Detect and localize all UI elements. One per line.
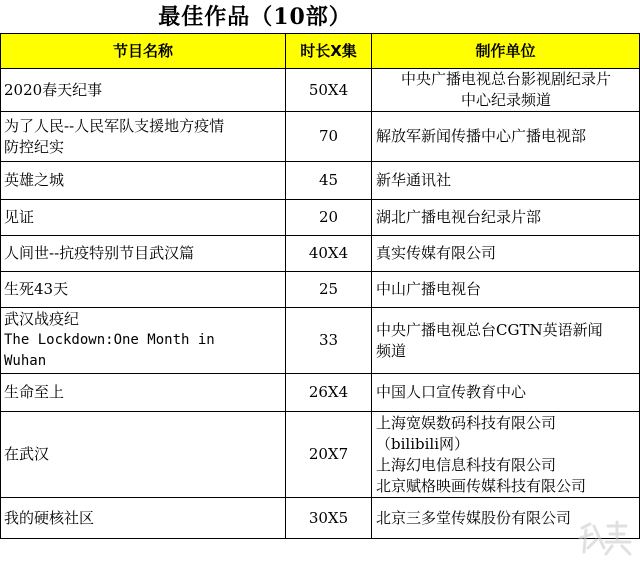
duration-cell: 20X7: [286, 412, 372, 498]
producer-cell: [372, 374, 640, 412]
producer-line: 频道: [376, 341, 407, 360]
producer-line: 真实传媒有限公司: [376, 244, 497, 262]
producer-line: 中央广播电视总台CGTN英语新闻: [376, 320, 603, 339]
program-name-line: 我的硬核社区: [4, 508, 95, 527]
header-program-name: 节目名称: [1, 34, 286, 69]
program-name-line: The Lockdown:One Month in: [4, 332, 215, 348]
table-header-row: [1, 34, 640, 69]
producer-line: 中央广播电视总台影视剧纪录片: [400, 70, 611, 88]
program-name-line: 人间世--抗疫特别节目武汉篇: [4, 244, 195, 262]
producer-line: 中山广播电视台: [376, 280, 482, 298]
program-name-line: 英雄之城: [4, 171, 65, 189]
table-row: [1, 69, 640, 112]
producer-line: （bilibili网）: [376, 434, 469, 453]
producer-cell: [372, 112, 640, 162]
duration-cell: 25: [286, 272, 372, 308]
program-name-line: Wuhan: [4, 353, 47, 369]
table-row: [1, 200, 640, 236]
duration-cell: 33: [286, 308, 372, 374]
table-row: [1, 162, 640, 200]
program-name-line: 防控纪实: [4, 137, 65, 156]
producer-line: 中心纪录频道: [460, 91, 551, 109]
program-name-cell: [1, 162, 286, 200]
producer-line: 北京赋格映画传媒科技有限公司: [376, 476, 587, 495]
program-name-cell: [1, 412, 286, 498]
program-name-cell: [1, 308, 286, 374]
program-name-cell: [1, 236, 286, 272]
program-name-line: 武汉战疫纪: [4, 310, 80, 328]
producer-line: 上海幻电信息科技有限公司: [376, 455, 557, 474]
table-row: [1, 112, 640, 162]
producer-cell: [372, 308, 640, 374]
program-name-line: 生命至上: [4, 383, 65, 401]
program-name-line: 生死43天: [4, 280, 69, 298]
producer-cell: [372, 236, 640, 272]
producer-line: 新华通讯社: [376, 171, 452, 189]
duration-cell: 50X4: [286, 69, 372, 112]
producer-cell: [372, 69, 640, 112]
table-row: [1, 272, 640, 308]
producer-cell: [372, 498, 640, 539]
duration-cell: 30X5: [286, 498, 372, 539]
table-row: [1, 374, 640, 412]
duration-cell: 70: [286, 112, 372, 162]
program-name-line: 为了人民--人民军队支援地方疫情: [4, 116, 225, 135]
program-name-line: 在武汉: [4, 445, 50, 463]
table-row: [1, 308, 640, 374]
producer-cell: [372, 412, 640, 498]
program-name-cell: [1, 112, 286, 162]
duration-cell: 40X4: [286, 236, 372, 272]
producer-cell: [372, 272, 640, 308]
program-name-cell: [1, 69, 286, 112]
producer-line: 解放军新闻传播中心广播电视部: [376, 127, 587, 145]
producer-line: 湖北广播电视台纪录片部: [376, 208, 542, 226]
program-name-line: 见证: [4, 208, 35, 226]
page-title: 最佳作品（10部）: [158, 4, 352, 30]
table-row: [1, 498, 640, 539]
table-row: [1, 236, 640, 272]
table-row: [1, 412, 640, 498]
duration-cell: 26X4: [286, 374, 372, 412]
producer-line: 中国人口宣传教育中心: [376, 383, 527, 401]
program-name-cell: [1, 374, 286, 412]
program-name-cell: [1, 272, 286, 308]
producer-line: 北京三多堂传媒股份有限公司: [376, 508, 572, 527]
works-table: [0, 33, 640, 539]
producer-cell: [372, 200, 640, 236]
producer-cell: [372, 162, 640, 200]
header-producer: 制作单位: [372, 34, 640, 69]
duration-cell: 20: [286, 200, 372, 236]
program-name-cell: [1, 200, 286, 236]
program-name-line: 2020春天纪事: [4, 80, 103, 99]
producer-line: 上海宽娱数码科技有限公司: [376, 413, 557, 432]
header-duration: 时长X集: [286, 34, 372, 69]
program-name-cell: [1, 498, 286, 539]
duration-cell: 45: [286, 162, 372, 200]
